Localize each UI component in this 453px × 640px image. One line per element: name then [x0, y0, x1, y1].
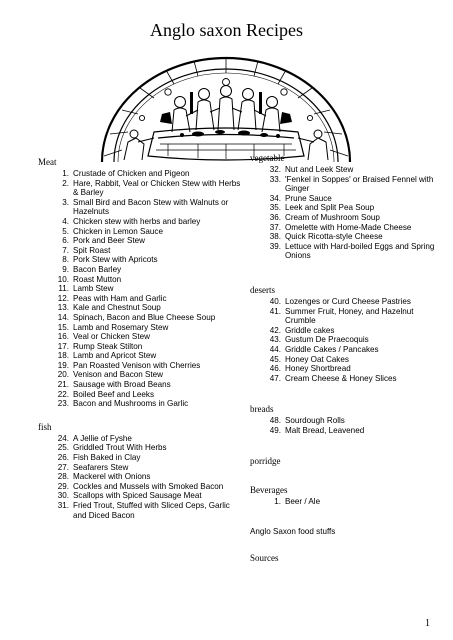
recipe-title: Venison and Bacon Stew: [73, 370, 163, 380]
recipe-item: [250, 242, 445, 261]
recipe-title: Cream of Mushroom Soup: [285, 212, 380, 222]
recipe-number: 45.: [269, 354, 281, 364]
recipe-title: Pork Stew with Apricots: [73, 255, 158, 265]
recipe-item: [250, 364, 445, 374]
recipe-number: 5.: [62, 226, 69, 236]
recipe-item: [38, 284, 243, 294]
feast-illustration: [98, 52, 354, 164]
recipe-item: [250, 232, 445, 242]
recipe-number: 18.: [57, 351, 69, 361]
recipe-number: 46.: [269, 364, 281, 374]
recipe-number: 42.: [269, 325, 281, 335]
section-heading-meat: Meat: [38, 157, 57, 167]
recipe-title: Seafarers Stew: [73, 462, 129, 472]
recipe-item: [38, 342, 243, 352]
recipe-item: [250, 335, 445, 345]
recipe-title: Omelette with Home-Made Cheese: [285, 222, 412, 232]
recipe-number: 1.: [274, 497, 281, 507]
recipe-item: [38, 179, 243, 198]
recipe-number: 10.: [57, 274, 69, 284]
vegetable-recipe-list: [250, 165, 445, 261]
recipe-title: Cockles and Mussels with Smoked Bacon: [73, 481, 224, 491]
recipe-item: [38, 217, 243, 227]
recipe-item: [38, 265, 243, 275]
recipe-title: Kale and Chestnut Soup: [73, 303, 161, 313]
recipe-item: [250, 497, 445, 507]
recipe-number: 25.: [57, 443, 69, 453]
recipe-number: 41.: [269, 306, 281, 316]
recipe-number: 36.: [269, 212, 281, 222]
recipe-title: Lettuce with Hard-boiled Eggs and Spring Onions: [285, 241, 435, 261]
recipe-number: 38.: [269, 232, 281, 242]
recipe-title: Hare, Rabbit, Veal or Chicken Stew with Herbs & Barley: [73, 178, 241, 198]
meat-recipe-list: [38, 169, 243, 409]
recipe-title: Honey Oat Cakes: [285, 354, 349, 364]
recipe-title: Spit Roast: [73, 245, 111, 255]
recipe-item: [250, 345, 445, 355]
recipe-item: [250, 307, 445, 326]
recipe-title: 'Fenkel in Soppes' or Braised Fennel with Ginger: [285, 174, 434, 194]
recipe-title: Chicken in Lemon Sauce: [73, 226, 163, 236]
recipe-number: 30.: [57, 491, 69, 501]
recipe-title: Griddled Trout With Herbs: [73, 443, 167, 453]
recipe-number: 23.: [57, 399, 69, 409]
recipe-title: Pork and Beer Stew: [73, 236, 145, 246]
recipe-number: 2.: [62, 178, 69, 188]
recipe-item: [38, 303, 243, 313]
recipe-title: Bacon Barley: [73, 264, 122, 274]
recipe-number: 19.: [57, 360, 69, 370]
recipe-number: 3.: [62, 197, 69, 207]
recipe-number: 16.: [57, 332, 69, 342]
recipe-item: [38, 399, 243, 409]
recipe-number: 8.: [62, 255, 69, 265]
recipe-item: [38, 390, 243, 400]
recipe-title: Lamb and Rosemary Stew: [73, 322, 169, 332]
recipe-item: [38, 491, 243, 501]
recipe-number: 39.: [269, 241, 281, 251]
recipe-item: [250, 355, 445, 365]
recipe-number: 27.: [57, 462, 69, 472]
recipe-number: 20.: [57, 370, 69, 380]
recipe-title: Griddle cakes: [285, 325, 335, 335]
recipe-item: [250, 297, 445, 307]
recipe-title: Malt Bread, Leavened: [285, 425, 365, 435]
recipe-title: Quick Ricotta-style Cheese: [285, 232, 383, 242]
recipe-item: [38, 463, 243, 473]
recipe-number: 13.: [57, 303, 69, 313]
recipe-number: 37.: [269, 222, 281, 232]
recipe-number: 9.: [62, 264, 69, 274]
recipe-item: [38, 236, 243, 246]
recipe-number: 35.: [269, 203, 281, 213]
recipe-title: Rump Steak Stilton: [73, 341, 143, 351]
recipe-item: [38, 169, 243, 179]
recipe-title: Lamb and Apricot Stew: [73, 351, 157, 361]
recipe-item: [38, 323, 243, 333]
recipe-title: Bacon and Mushrooms in Garlic: [73, 399, 189, 409]
recipe-number: 33.: [269, 174, 281, 184]
recipe-title: Honey Shortbread: [285, 364, 351, 374]
recipe-item: [38, 255, 243, 265]
recipe-item: [250, 175, 445, 194]
recipe-item: [38, 227, 243, 237]
section-heading-fish: fish: [38, 421, 52, 432]
recipe-title: A Jellie of Fyshe: [73, 433, 132, 443]
recipe-item: [38, 443, 243, 453]
recipe-item: [38, 246, 243, 256]
recipe-title: Roast Mutton: [73, 274, 122, 284]
recipe-title: Scallops with Spiced Sausage Meat: [73, 491, 202, 501]
recipe-item: [38, 332, 243, 342]
recipe-item: [38, 294, 243, 304]
recipe-title: Sourdough Rolls: [285, 416, 345, 426]
recipe-item: [250, 416, 445, 426]
recipe-number: 15.: [57, 322, 69, 332]
recipe-number: 24.: [57, 433, 69, 443]
recipe-title: Small Bird and Bacon Stew with Walnuts or Hazelnuts: [73, 197, 229, 217]
recipe-item: [250, 426, 445, 436]
recipe-item: [250, 374, 445, 384]
recipe-number: 31.: [57, 501, 69, 510]
recipe-title: Beer / Ale: [285, 497, 321, 507]
recipe-number: 26.: [57, 453, 69, 463]
recipe-item: [38, 361, 243, 371]
recipe-title: Crustade of Chicken and Pigeon: [73, 169, 190, 178]
recipe-title: Veal or Chicken Stew: [73, 332, 150, 342]
recipe-number: 43.: [269, 335, 281, 345]
recipe-number: 49.: [269, 425, 281, 435]
fish-recipe-list: [38, 434, 243, 520]
recipe-number: 48.: [269, 416, 281, 426]
recipe-number: 40.: [269, 296, 281, 306]
recipe-title: Cream Cheese & Honey Slices: [285, 373, 397, 383]
recipe-title: Fried Trout, Stuffed with Sliced Ceps, Garlic and Diced Bacon: [73, 501, 230, 520]
recipe-item: [38, 313, 243, 323]
recipe-title: Prune Sauce: [285, 193, 332, 203]
recipe-title: Summer Fruit, Honey, and Hazelnut Crumble: [285, 306, 414, 326]
recipe-title: Lamb Stew: [73, 284, 114, 294]
recipe-title: Griddle Cakes / Pancakes: [285, 344, 379, 354]
recipe-number: 11.: [58, 284, 69, 294]
recipe-title: Gustum De Praecoquis: [285, 335, 369, 345]
recipe-title: Lozenges or Curd Cheese Pastries: [285, 296, 411, 306]
recipe-item: [38, 351, 243, 361]
recipe-number: 44.: [269, 344, 281, 354]
section-heading-vegetable: vegetable: [250, 153, 285, 163]
recipe-item: [38, 434, 243, 444]
recipe-number: 14.: [57, 312, 69, 322]
recipe-item: [38, 453, 243, 463]
recipe-title: Leek and Split Pea Soup: [285, 203, 375, 213]
recipe-item: [250, 194, 445, 204]
right-column: [250, 153, 445, 565]
recipe-number: 1.: [62, 169, 69, 178]
recipe-item: [250, 203, 445, 213]
recipe-item: [38, 198, 243, 217]
recipe-number: 17.: [57, 341, 69, 351]
section-heading-deserts: deserts: [250, 284, 275, 295]
recipe-number: 29.: [57, 481, 69, 491]
recipe-number: 4.: [62, 216, 69, 226]
recipe-title: Spinach, Bacon and Blue Cheese Soup: [73, 312, 216, 322]
recipe-title: Nut and Leek Stew: [285, 165, 354, 174]
recipe-number: 22.: [57, 389, 69, 399]
recipe-item: [250, 213, 445, 223]
recipe-item: [38, 501, 243, 520]
recipe-item: [250, 326, 445, 336]
recipe-number: 34.: [269, 193, 281, 203]
left-column: [38, 157, 243, 520]
recipe-item: [250, 165, 445, 175]
recipe-title: Chicken stew with herbs and barley: [73, 216, 201, 226]
recipe-number: 6.: [62, 236, 69, 246]
section-heading-breads: breads: [250, 404, 274, 415]
recipe-item: [38, 275, 243, 285]
deserts-recipe-list: [250, 297, 445, 383]
recipe-item: [38, 482, 243, 492]
recipe-item: [38, 370, 243, 380]
section-heading-porridge: porridge: [250, 456, 281, 467]
page-title: Anglo saxon Recipes: [150, 20, 303, 40]
recipe-item: [38, 472, 243, 482]
section-heading-beverages: Beverages: [250, 485, 288, 496]
recipe-title: Boiled Beef and Leeks: [73, 389, 154, 399]
recipe-title: Sausage with Broad Beans: [73, 380, 171, 390]
recipe-title: Peas with Ham and Garlic: [73, 293, 167, 303]
recipe-number: 47.: [269, 373, 281, 383]
recipe-item: [250, 223, 445, 233]
recipe-item: [38, 380, 243, 390]
section-heading-sources: Sources: [250, 553, 279, 564]
recipe-number: 28.: [57, 472, 69, 482]
recipe-number: 7.: [62, 245, 69, 255]
recipe-title: Fish Baked in Clay: [73, 453, 141, 463]
page-number: 1: [425, 618, 430, 629]
section-heading-food-stuffs: Anglo Saxon food stuffs: [250, 527, 336, 537]
recipe-number: 21.: [57, 380, 69, 390]
recipe-title: Pan Roasted Venison with Cherries: [73, 360, 201, 370]
beverages-recipe-list: [250, 497, 445, 507]
recipe-title: Mackerel with Onions: [73, 472, 151, 482]
recipe-number: 32.: [269, 165, 281, 174]
recipe-number: 12.: [57, 293, 69, 303]
breads-recipe-list: [250, 416, 445, 435]
